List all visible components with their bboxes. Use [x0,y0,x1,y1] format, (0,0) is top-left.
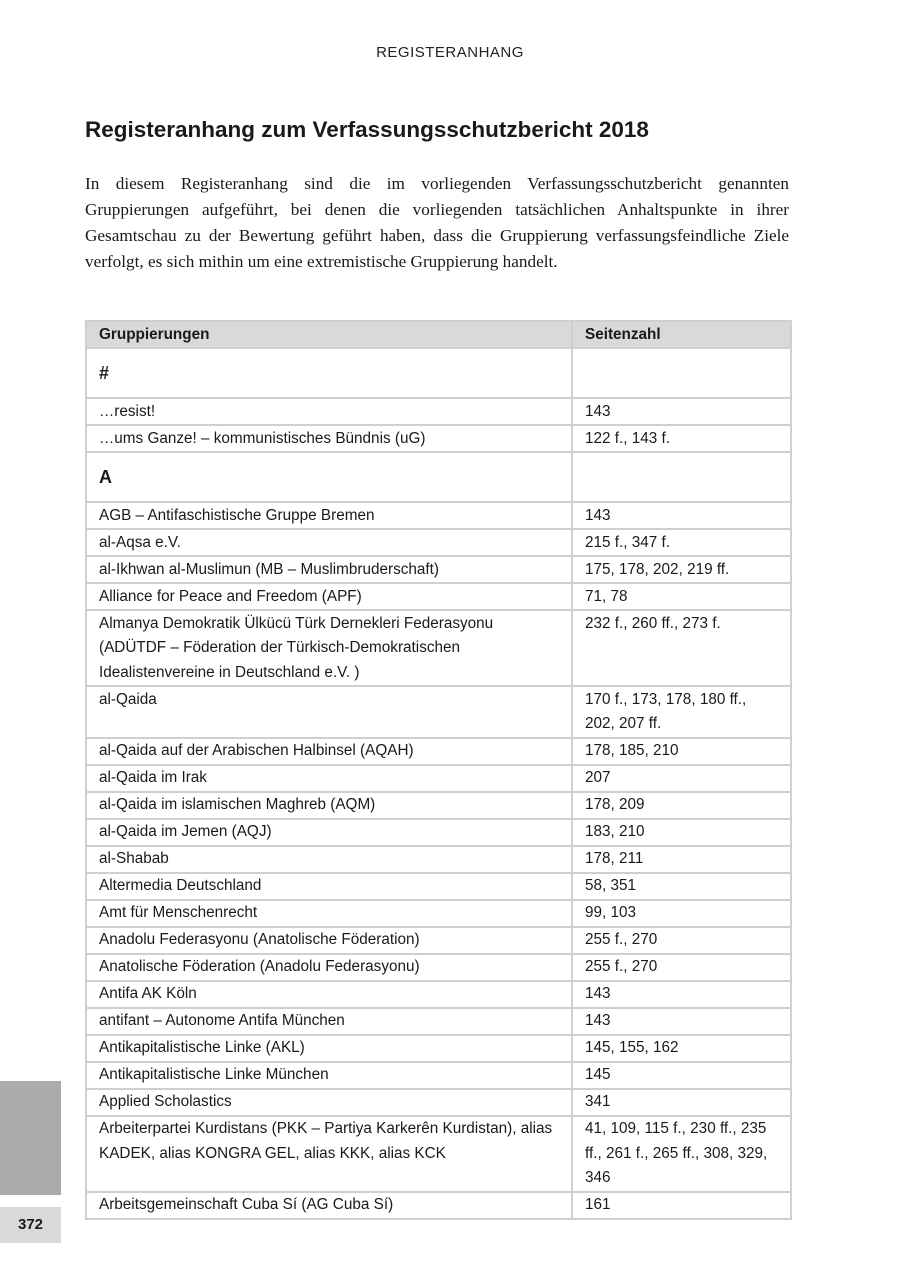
table-row [86,1089,791,1116]
page-refs: 71, 78 [572,583,791,610]
group-name: al-Qaida im Irak [86,765,572,792]
column-header-pages: Seitenzahl [572,321,791,348]
table-row [86,1008,791,1035]
register-body [86,348,791,1219]
table-row [86,981,791,1008]
group-name: …ums Ganze! – kommunistisches Bündnis (uG) [86,425,572,452]
table-row [86,425,791,452]
page-refs: 178, 185, 210 [572,738,791,765]
page-refs: 41, 109, 115 f., 230 ff., 235 ff., 261 f., 265 ff., 308, 329, 346 [572,1116,791,1192]
table-row [86,1192,791,1219]
page-refs: 143 [572,398,791,425]
page-refs: 255 f., 270 [572,927,791,954]
chapter-margin-tab [0,1081,61,1195]
table-header-row [86,321,791,348]
table-row [86,1035,791,1062]
page-refs: 232 f., 260 ff., 273 f. [572,610,791,686]
page-refs: 170 f., 173, 178, 180 ff., 202, 207 ff. [572,686,791,738]
page-number: 372 [0,1207,61,1243]
group-name: Antikapitalistische Linke München [86,1062,572,1089]
group-name: Almanya Demokratik Ülkücü Türk Dernekleri Federasyonu (ADÜTDF – Föderation der Türkisch-Demokratischen Idealistenvereine in Deutschland e.V. ) [86,610,572,686]
table-row [86,927,791,954]
group-name: Altermedia Deutschland [86,873,572,900]
group-name: al-Qaida [86,686,572,738]
table-row [86,529,791,556]
page-refs: 145, 155, 162 [572,1035,791,1062]
table-row [86,819,791,846]
page-refs: 207 [572,765,791,792]
section-empty-cell [572,348,791,398]
section-row [86,348,791,398]
page-refs: 143 [572,502,791,529]
group-name: Antikapitalistische Linke (AKL) [86,1035,572,1062]
group-name: al-Aqsa e.V. [86,529,572,556]
group-name: al-Qaida auf der Arabischen Halbinsel (AQAH) [86,738,572,765]
table-row [86,686,791,738]
table-row [86,502,791,529]
group-name: antifant – Autonome Antifa München [86,1008,572,1035]
page-refs: 161 [572,1192,791,1219]
group-name: Arbeitsgemeinschaft Cuba Sí (AG Cuba Sí) [86,1192,572,1219]
table-row [86,846,791,873]
table-row [86,398,791,425]
page-refs: 143 [572,981,791,1008]
running-head: REGISTERANHANG [376,44,524,61]
group-name: al-Qaida im islamischen Maghreb (AQM) [86,792,572,819]
group-name: al-Qaida im Jemen (AQJ) [86,819,572,846]
group-name: Alliance for Peace and Freedom (APF) [86,583,572,610]
page-refs: 255 f., 270 [572,954,791,981]
page-refs: 99, 103 [572,900,791,927]
page-refs: 341 [572,1089,791,1116]
group-name: AGB – Antifaschistische Gruppe Bremen [86,502,572,529]
register-table [85,320,792,1220]
group-name: Anatolische Föderation (Anadolu Federasyonu) [86,954,572,981]
section-row [86,452,791,502]
table-row [86,1062,791,1089]
table-row [86,954,791,981]
page-refs: 183, 210 [572,819,791,846]
page-refs: 178, 211 [572,846,791,873]
page-refs: 58, 351 [572,873,791,900]
group-name: Antifa AK Köln [86,981,572,1008]
group-name: al-Shabab [86,846,572,873]
table-row [86,900,791,927]
section-empty-cell [572,452,791,502]
table-row [86,873,791,900]
page-refs: 175, 178, 202, 219 ff. [572,556,791,583]
group-name: …resist! [86,398,572,425]
table-row [86,738,791,765]
intro-paragraph: In diesem Registeranhang sind die im vorliegenden Verfassungsschutzbericht genannten Gruppierungen aufgeführt, bei denen die vorliegenden tatsächlichen Anhaltspunkte in ihrer Gesamtschau zu der Bewertung geführt haben, dass die Gruppierung verfassungsfeindliche Ziele verfolgt, es sich mithin um eine extremistische Gruppierung handelt. [85,174,789,271]
table-row [86,583,791,610]
section-letter: # [86,348,572,398]
section-letter: A [86,452,572,502]
group-name: Amt für Menschenrecht [86,900,572,927]
page-refs: 145 [572,1062,791,1089]
group-name: Arbeiterpartei Kurdistans (PKK – Partiya Karkerên Kurdistan), alias KADEK, alias KONGRA GEL, alias KKK, alias KCK [86,1116,572,1192]
table-row [86,792,791,819]
page-refs: 178, 209 [572,792,791,819]
table-row [86,1116,791,1192]
group-name: al-Ikhwan al-Muslimun (MB – Muslimbruderschaft) [86,556,572,583]
page-refs: 215 f., 347 f. [572,529,791,556]
column-header-groups: Gruppierungen [86,321,572,348]
table-row [86,610,791,686]
table-row [86,765,791,792]
page-title: Registeranhang zum Verfassungsschutzbericht 2018 [85,117,649,142]
group-name: Anadolu Federasyonu (Anatolische Föderation) [86,927,572,954]
table-row [86,556,791,583]
group-name: Applied Scholastics [86,1089,572,1116]
page-refs: 143 [572,1008,791,1035]
page-refs: 122 f., 143 f. [572,425,791,452]
